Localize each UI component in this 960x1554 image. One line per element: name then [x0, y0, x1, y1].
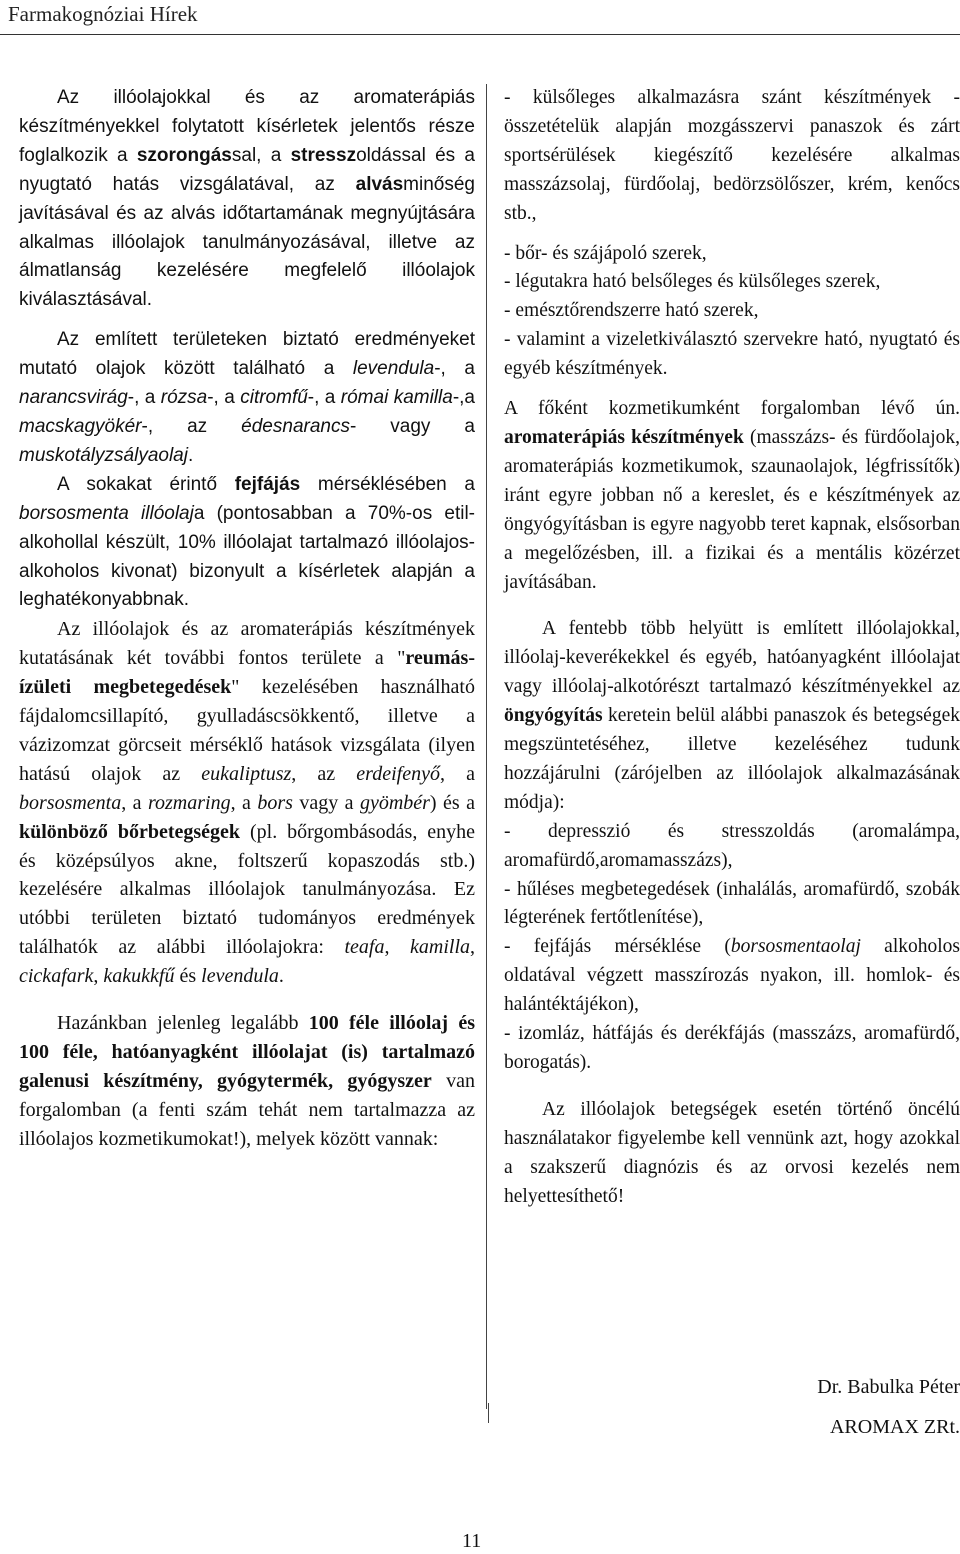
author-name: Dr. Babulka Péter	[817, 1376, 960, 1398]
product-list-item: - valamint a vizeletkiválasztó szervekre ható, nyugtató és egyéb készítmények.	[504, 329, 960, 380]
paragraph-domestic-products: Hazánkban jelenleg legalább 100 féle illóolaj és 100 féle, hatóanyagként illóolajat (is) tartalmazó galenusi készítmény, gyógytermék, gyógyszer van forgalomban (a fenti szám tehát nem tartalmazza az illóolajos kozmetikumokat!), melyek között vannak:	[19, 1012, 475, 1150]
left-column	[19, 84, 475, 1154]
page-header	[0, 0, 960, 36]
product-list-item: - bőr- és szájápoló szerek,	[504, 242, 707, 264]
paragraph-promising-oils: Az említett területeken biztató eredményeket mutató olajok között található a levendula-, a narancsvirág-, a rózsa-, a citromfű-, a római kamilla-,a macskagyökér-, az édesnarancs- vagy a muskotályzsályaolaj.	[19, 329, 476, 466]
complaint-list-item: - hűléses megbetegedések (inhalálás, aromafürdő, szobák légterének fertőtlenítése),	[504, 878, 960, 929]
journal-title: Farmakognóziai Hírek	[8, 2, 198, 26]
header-rule	[0, 34, 960, 35]
paragraph-self-care: A fentebb több helyütt is említett illóolajokkal, illóolaj-keverékekkel és egyéb, hatóanyagként illóolajat vagy illóolaj-alkotórészt tartalmazó készítményekkel az öngyógyítás keretein belül alábbi panaszok és betegségek megszüntetéséhez, illetve kezeléséhez tudunk hozzájárulni (zárójelben az illóolajok alkalmazásának módja):	[504, 618, 960, 813]
paragraph-warning: Az illóolajok betegségek esetén történő öncélú használatakor figyelembe kell vennünk azt, hogy azokkal a szakszerű diagnózis és az orvosi kezelés nem helyettesíthető!	[504, 1098, 960, 1207]
complaint-list-item: - fejfájás mérséklése (borsosmentaolaj alkoholos oldatával végzett masszírozás nyakon, ill. homlok- és halántéktájékon),	[504, 936, 960, 1016]
paragraph-aromatherapy-products: A főként kozmetikumként forgalomban lévő ún. aromaterápiás készítmények (masszázs- és fürdőolajok, aromaterápiás kozmetikumok, szaunaolajok, légfrissítők) iránt egyre jobban nő a kereslet, és e készítmények az öngyógyításban is egyre nagyobb teret kapnak, elsősorban a megelőzésben, ill. a fizikai és a mentális közérzet javításában.	[504, 398, 960, 593]
author-company: AROMAX ZRt.	[829, 1416, 960, 1438]
product-list-item: - emésztőrendszerre ható szerek,	[504, 300, 759, 322]
column-divider-tick	[488, 1403, 489, 1423]
complaint-list-item: - izomláz, hátfájás és derékfájás (masszázs, aromafürdő, borogatás).	[504, 1023, 960, 1073]
paragraph-rheumatic: Az illóolajok és az aromaterápiás készítmények kutatásának két további fontos területe a "reumás-ízületi megbetegedések" kezelésében használható fájdalomcsillapító, gyulladáscsökkentő, illetve a vázizomzat görcseit mérséklő hatások vizsgálata (ilyen hatású olajok az eukaliptusz, az erdeifenyő, a borsosmenta, a rozmaring, a bors vagy a gyömbér) és a különböző bőrbetegségek (pl. bőrgombásodás, enyhe és középsúlyos akne, foltszerű kopaszodás stb.) kezelésére alkalmas illóolajok tanulmányozása. Ez utóbbi területen biztató tudományos eredmények találhatók az alábbi illóolajokra: teafa, kamilla, cickafark, kakukkfű és levendula.	[19, 618, 476, 988]
paragraph-anxiety-research: Az illóolajokkal és az aromaterápiás készítményekkel folytatott kísérletek jelentős része foglalkozik a szorongással, a stresszoldással és a nyugtató hatás vizsgálatával, az alvásminőség javításával és az alvás időtartamának megnyújtására alkalmas illóolajok tanulmányozásával, illetve az álmatlanság kezelésére megfelelő illóolajok kiválasztásával.	[19, 87, 475, 311]
product-list-item: - külsőleges alkalmazásra szánt készítmények - összetételük alapján mozgásszervi panaszok és zárt sportsérülések kiegészítő kezelésére alkalmas masszázsolaj, fürdőolaj, bedörzsölőszer, krém, kenőcs stb.,	[504, 87, 960, 224]
complaint-list-item: - depresszió és stresszoldás (aromalámpa, aromafürdő,aromamasszázs),	[504, 820, 960, 871]
page-number: 11	[462, 1530, 482, 1552]
column-divider	[486, 84, 487, 1409]
right-column	[504, 84, 960, 1212]
product-list-item: - légutakra ható belsőleges és külsőleges szerek,	[504, 271, 881, 293]
paragraph-headache: A sokakat érintő fejfájás mérséklésében a borsosmenta illóolaja (pontosabban a 70%-os etil-alkohollal készült, 10% illóolajat tartalmazó illóolajos-alkoholos kivonat) bizonyult a kísérletek alapján a leghatékonyabbnak.	[19, 473, 476, 611]
